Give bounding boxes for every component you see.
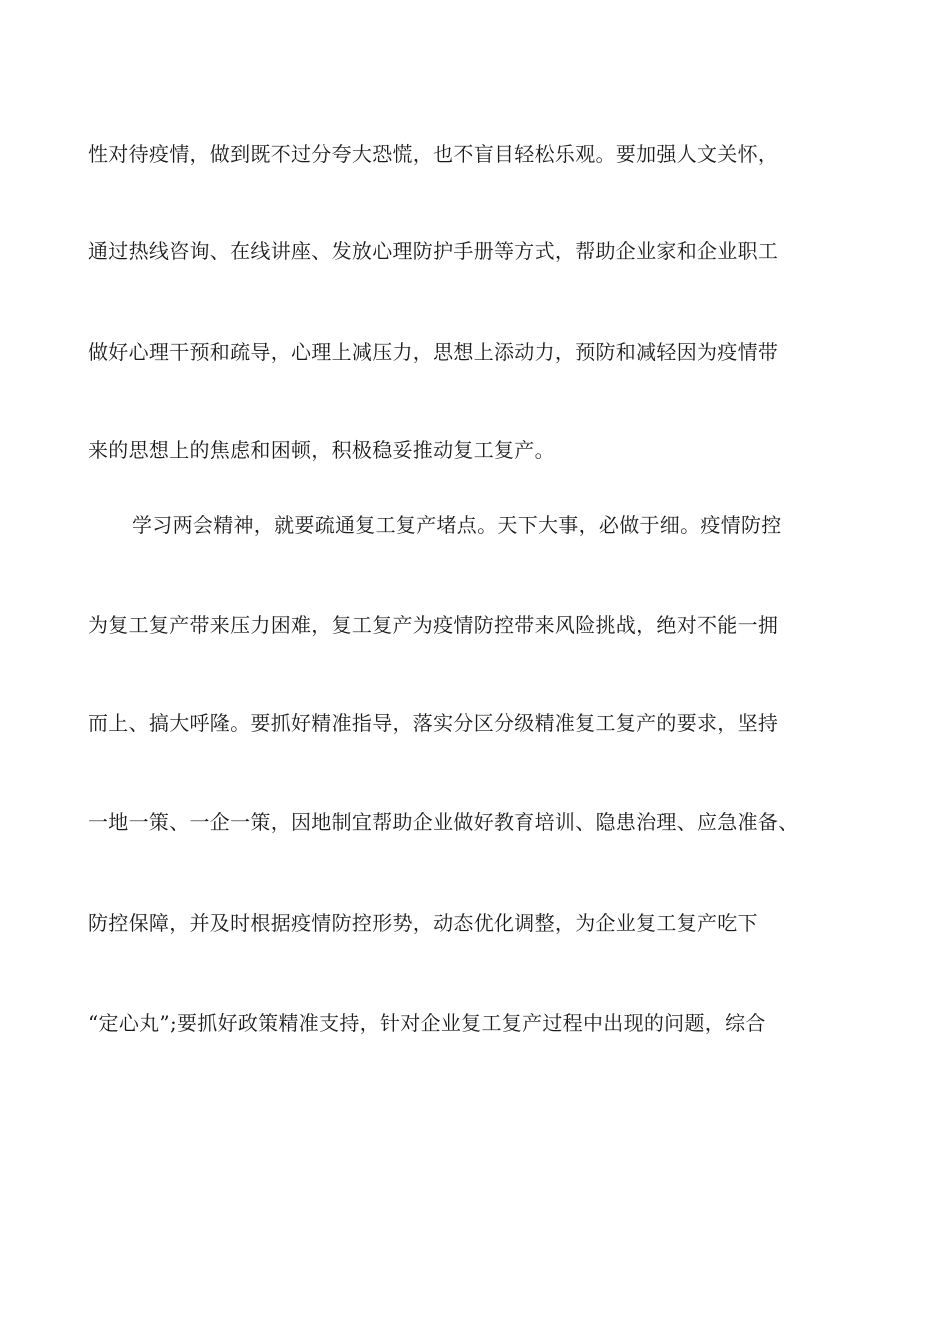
text-line: 通过热线咨询、在线讲座、发放心理防护手册等方式，帮助企业家和企业职工 [88, 239, 779, 263]
text-line: “定心丸”;要抓好政策精准支持，针对企业复工复产过程中出现的问题，综合 [88, 1011, 766, 1035]
text-line: 来的思想上的焦虑和困顿，积极稳妥推动复工复产。 [88, 438, 555, 462]
text-line: 防控保障，并及时根据疫情防控形势，动态优化调整，为企业复工复产吃下 [88, 911, 758, 935]
paragraph-start-line: 学习两会精神，就要疏通复工复产堵点。天下大事，必做于细。疫情防控 [132, 513, 782, 537]
text-line: 一地一策、一企一策，因地制宜帮助企业做好教育培训、隐患治理、应急准备、 [88, 810, 799, 834]
text-line: 为复工复产带来压力困难，复工复产为疫情防控带来风险挑战，绝对不能一拥 [88, 613, 779, 637]
text-line: 性对待疫情，做到既不过分夸大恐慌，也不盲目轻松乐观。要加强人文关怀， [88, 142, 779, 166]
text-line: 做好心理干预和疏导，心理上减压力，思想上添动力，预防和减轻因为疫情带 [88, 340, 779, 364]
text-line: 而上、搞大呼隆。要抓好精准指导，落实分区分级精准复工复产的要求，坚持 [88, 711, 779, 735]
